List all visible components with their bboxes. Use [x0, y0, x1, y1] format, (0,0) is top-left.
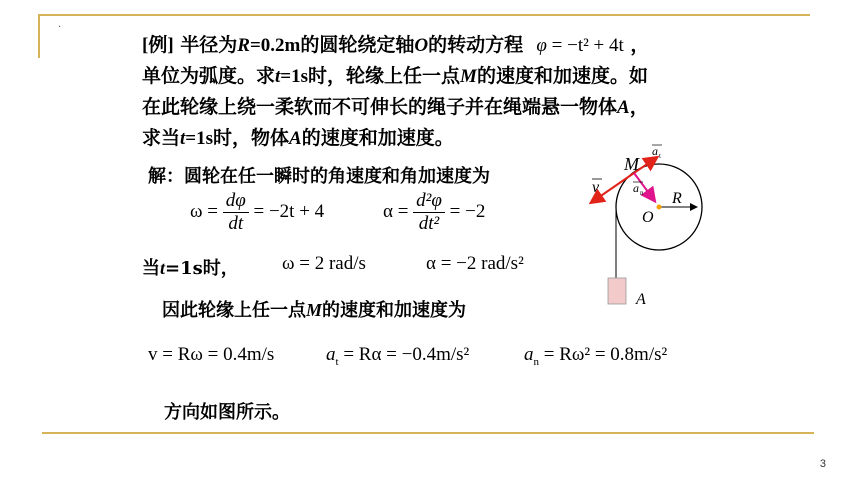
- tangential-acc-result: $a_t = R\alpha = -0.4m/s^2$: [326, 344, 470, 368]
- alpha-equation: α = $\frac{\text{d²φ}}{\text{dt²}}$ = −2: [383, 190, 486, 234]
- v-label: v: [592, 179, 600, 196]
- an-sub-label: n: [640, 189, 644, 197]
- direction-note: 方向如图所示。: [164, 402, 290, 423]
- hanging-block-a: [608, 278, 626, 304]
- page-number: 3: [819, 458, 826, 470]
- at-label: a: [652, 144, 658, 158]
- omega-fraction: $\frac{d\varphi}{dt}$: [223, 190, 249, 235]
- top-rule: [38, 14, 810, 16]
- problem-line-4: 求当t=1s时，物体A的速度和加速度。: [142, 127, 454, 149]
- point-m-label: M: [624, 154, 639, 174]
- example-tag: [例]: [142, 35, 174, 56]
- alpha-fraction: $\frac{\text{d²φ}}{\text{dt²}}$: [413, 190, 445, 235]
- normal-acc-result: $a_n = R\omega^2 = 0.8m/s^2$: [524, 344, 668, 368]
- velocity-result: v = Rω = 0.4m/s: [148, 344, 275, 365]
- solution-intro: 解：圆轮在任一瞬时的角速度和角加速度为: [148, 166, 490, 187]
- radius-r-label: R: [672, 190, 682, 207]
- omega-value: ω = 2 rad/s: [282, 253, 366, 274]
- center-o-label: O: [642, 209, 654, 226]
- problem-statement: [142, 30, 742, 154]
- an-label: a: [633, 181, 639, 195]
- problem-line-1: [例] 半径为R=0.2m的圆轮绕定轴O的转动方程 φ = −t² + 4t ，: [142, 34, 650, 56]
- therefore-line: 因此轮缘上任一点M的速度和加速度为: [162, 300, 467, 321]
- when-t-label: 当t=1s时，: [142, 258, 239, 279]
- alpha-value: α = −2 rad/s²: [426, 253, 524, 274]
- rotation-equation: φ = −t² + 4t: [536, 35, 624, 56]
- bottom-rule: [42, 432, 814, 434]
- center-point: [657, 205, 662, 210]
- problem-line-3: 在此轮缘上绕一柔软而不可伸长的绳子并在绳端悬一物体A，: [142, 96, 649, 118]
- left-rule: [38, 14, 40, 58]
- at-sub-label: t: [659, 152, 661, 160]
- corner-dot: ·: [58, 22, 62, 33]
- block-a-label: A: [636, 291, 646, 308]
- wheel-figure: [576, 140, 726, 320]
- omega-equation: ω = $\frac{d\varphi}{dt}$ = −2t + 4: [190, 190, 325, 234]
- problem-line-2: 单位为弧度。求t=1s时，轮缘上任一点M的速度和加速度。如: [142, 65, 648, 87]
